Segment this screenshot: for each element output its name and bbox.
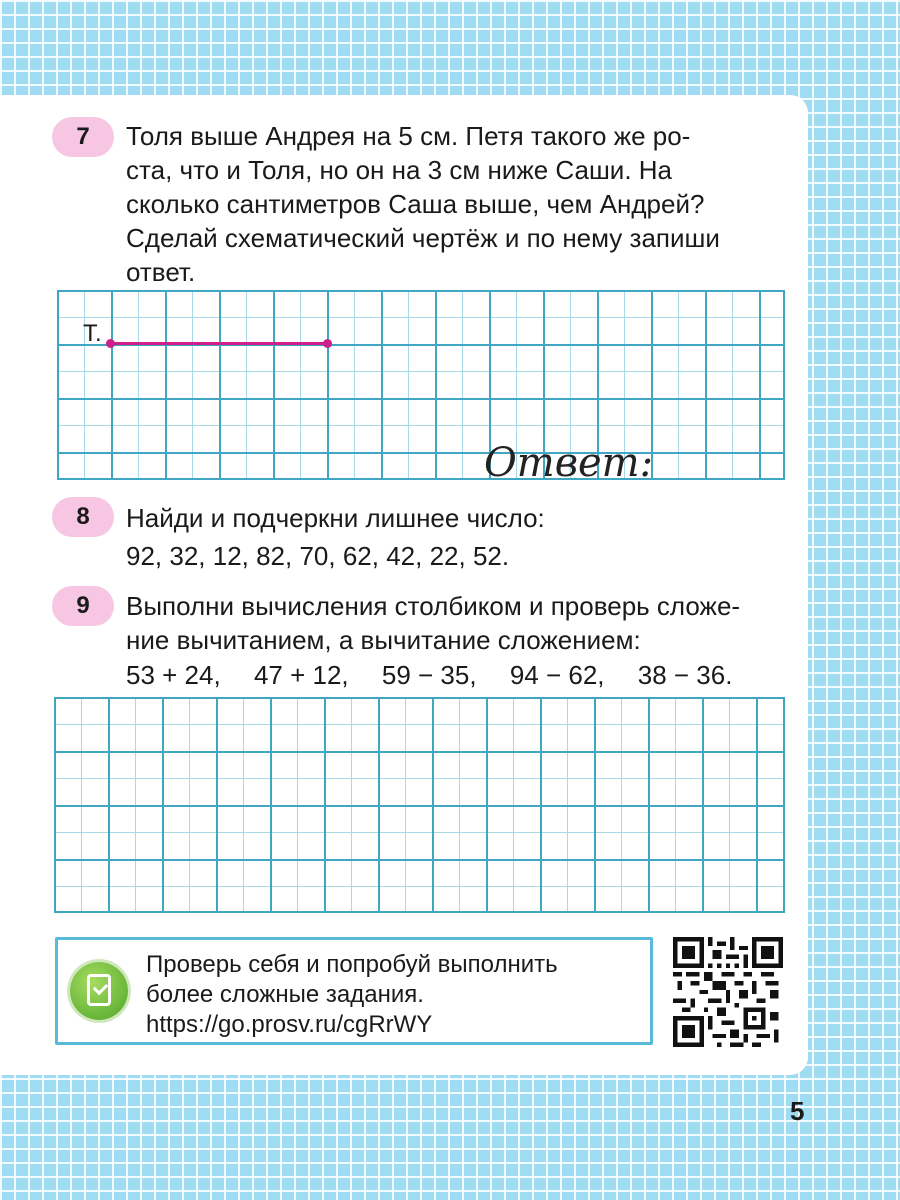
task-7-grid[interactable] bbox=[57, 290, 785, 480]
segment-line bbox=[110, 342, 328, 345]
qr-code-icon[interactable] bbox=[673, 937, 783, 1047]
promo-text bbox=[146, 950, 646, 1040]
tablet-check-icon bbox=[70, 962, 128, 1020]
expression: 94 − 62, bbox=[509, 660, 605, 690]
task-9-text bbox=[126, 589, 784, 657]
task-7-text bbox=[126, 119, 784, 289]
task-9-grid[interactable] bbox=[54, 697, 785, 913]
task-7-line: Толя выше Андрея на 5 см. Петя такого же ро- bbox=[126, 121, 691, 151]
task-7-line: ответ. bbox=[126, 257, 196, 287]
task-7-line: Сделай схематический чертёж и по нему запиши bbox=[126, 223, 720, 253]
task-9-expressions bbox=[126, 660, 758, 691]
task-8-text bbox=[126, 501, 784, 535]
promo-link[interactable]: https://go.prosv.ru/cgRrWY bbox=[146, 1011, 433, 1038]
task-8-line: Найди и подчеркни лишнее число: bbox=[126, 503, 545, 533]
task-number-badge: 9 bbox=[52, 586, 114, 626]
answer-label: Ответ: bbox=[484, 440, 654, 486]
task-number-badge: 8 bbox=[52, 497, 114, 537]
segment-label: Т. bbox=[83, 320, 102, 347]
task-8-numbers: 92, 32, 12, 82, 70, 62, 42, 22, 52. bbox=[126, 541, 510, 571]
task-9-line: Выполни вычисления столбиком и проверь сложе- bbox=[126, 591, 741, 621]
segment-start-dot bbox=[106, 339, 115, 348]
task-7-line: ста, что и Толя, но он на 3 см ниже Саши. На bbox=[126, 155, 673, 185]
promo-box bbox=[55, 937, 653, 1045]
page-number: 5 bbox=[790, 1096, 805, 1126]
task-9-line: ние вычитанием, а вычитание сложением: bbox=[126, 625, 641, 655]
expression: 53 + 24, bbox=[126, 660, 221, 690]
segment-end-dot bbox=[323, 339, 332, 348]
task-7-line: сколько сантиметров Саша выше, чем Андрей? bbox=[126, 189, 705, 219]
task-number-badge: 7 bbox=[52, 117, 114, 157]
promo-line: более сложные задания. bbox=[146, 981, 424, 1008]
expression: 47 + 12, bbox=[253, 660, 349, 690]
expression: 59 − 35, bbox=[381, 660, 477, 690]
promo-line: Проверь себя и попробуй выполнить bbox=[146, 951, 558, 978]
expression: 38 − 36. bbox=[637, 660, 733, 690]
